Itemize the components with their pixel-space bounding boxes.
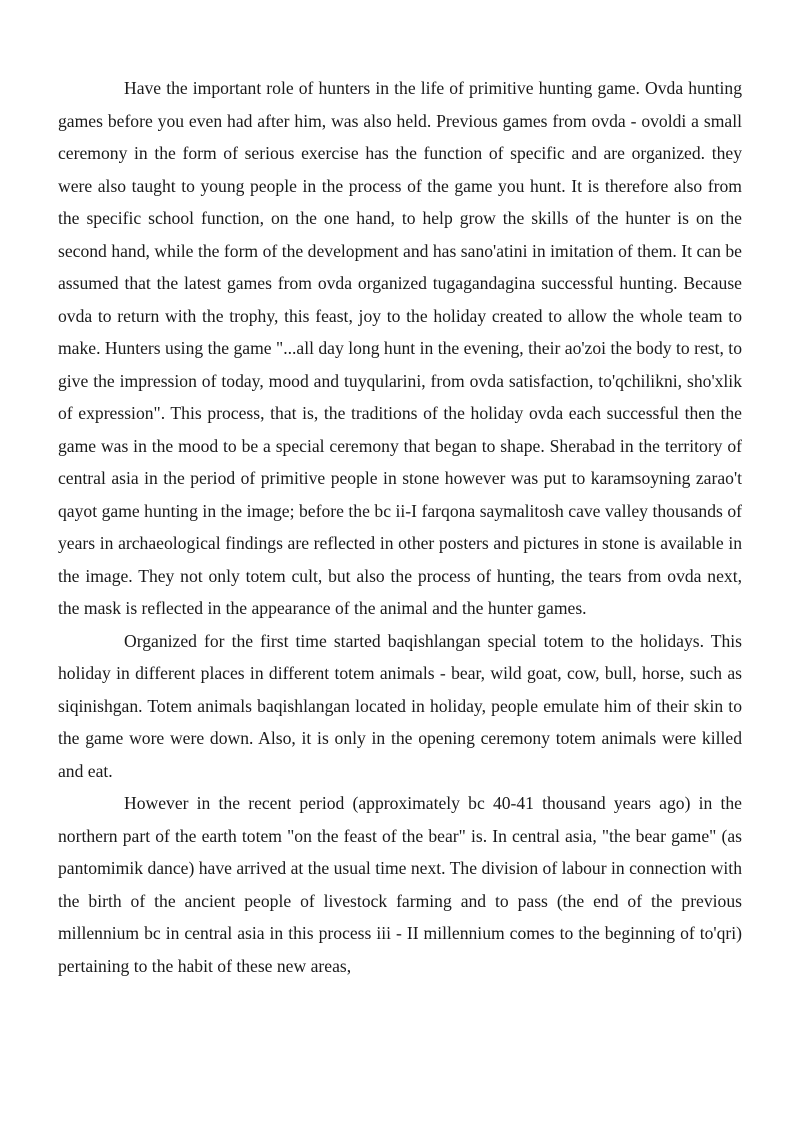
paragraph-hunting-games: Have the important role of hunters in the life of primitive hunting game. Ovda hunting games before you even had after him, was also held. Previous games from ovda - ovoldi a small ceremony in the form of serious exercise has the function of specific and are organized. they were also taught to young people in the process of the game you hunt. It is therefore also from the specific school function, on the one hand, to help grow the skills of the hunter is on the second hand, while the form of the development and has sano'atini in imitation of them. It can be assumed that the latest games from ovda organized tugagandagina successful hunting. Because ovda to return with the trophy, this feast, joy to the holiday created to allow the whole team to make. Hunters using the game "...all day long hunt in the evening, their ao'zoi the body to rest, to give the impression of today, mood and tuyqularini, from ovda satisfaction, to'qchilikni, sho'xlik of expression". This process, that is, the traditions of the holiday ovda each successful then the game was in the mood to be a special ceremony that began to shape. Sherabad in the territory of central asia in the period of primitive people in stone however was put to karamsoyning zarao't qayot game hunting in the image; before the bc ii-I farqona saymalitosh cave valley thousands of years in archaeological findings are reflected in other posters and pictures in stone is available in the image. They not only totem cult, but also the process of hunting, the tears from ovda next, the mask is reflected in the appearance of the animal and the hunter games. [58, 78, 742, 618]
document-page [58, 72, 742, 982]
paragraph-totem-holidays: Organized for the first time started baqishlangan special totem to the holidays. This holiday in different places in different totem animals - bear, wild goat, cow, bull, horse, such as siqinishgan. Totem animals baqishlangan located in holiday, people emulate him of their skin to the game wore were down. Also, it is only in the opening ceremony totem animals were killed and eat. [58, 630, 742, 781]
paragraph-bear-feast: However in the recent period (approximately bc 40-41 thousand years ago) in the northern part of the earth totem "on the feast of the bear" is. In central asia, "the bear game" (as pantomimik dance) have arrived at the usual time next. The division of labour in connection with the birth of the ancient people of livestock farming and to pass (the end of the previous millennium bc in central asia in this process iii - II millennium comes to the beginning of to'qri) pertaining to the habit of these new areas, [58, 793, 742, 976]
